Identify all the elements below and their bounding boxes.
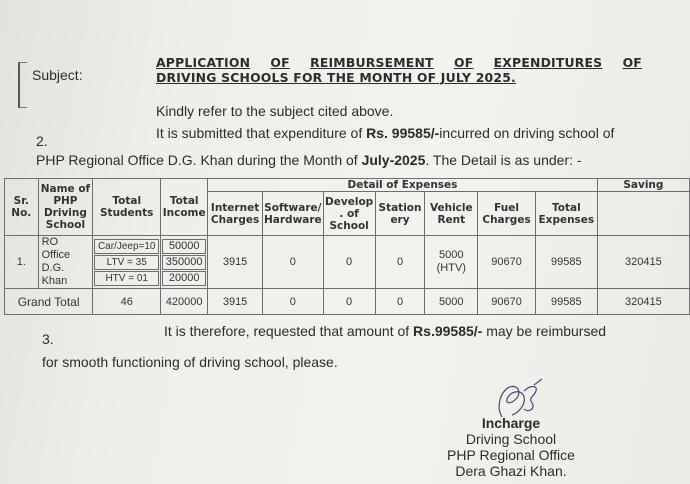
header-total-students: Total Students	[93, 179, 161, 236]
subject-title	[156, 55, 642, 85]
signatory-line: PHP Regional Office	[447, 447, 575, 463]
header-total-expenses: Total Expenses	[535, 192, 597, 236]
table-row	[5, 236, 690, 289]
grand-total-internet: 3915	[208, 289, 263, 315]
school-line: Office	[41, 249, 71, 261]
subject-word: REIMBURSEMENT	[310, 55, 434, 70]
para-2-month: July-2025	[361, 152, 426, 168]
cell-vehicle	[425, 236, 478, 289]
header-total-income: Total Income	[161, 179, 208, 236]
header-school-name: Name of PHP Driving School	[38, 179, 93, 236]
para-2-text: . The Detail is as under: -	[425, 152, 582, 168]
grand-total-label: Grand Total	[5, 289, 93, 315]
income-line: 50000	[162, 239, 206, 254]
header-vehicle-rent: Vehicle Rent	[425, 192, 478, 236]
subject-word: OF	[622, 55, 642, 70]
header-detail-of-expenses: Detail of Expenses	[208, 179, 598, 192]
students-line: LTV = 35	[94, 255, 159, 270]
vehicle-line: (HTV)	[436, 262, 466, 274]
income-line: 20000	[162, 271, 206, 286]
para-3-text: It is therefore, requested that amount of	[164, 323, 414, 339]
subject-line-1	[156, 55, 642, 70]
grand-total-row	[5, 289, 690, 315]
cell-students	[93, 236, 161, 289]
subject-word: EXPENDITURES	[493, 55, 603, 70]
school-line: D.G.	[41, 262, 65, 274]
expenses-table	[4, 178, 690, 315]
para-3-number: 3.	[42, 331, 54, 347]
cell-income	[161, 236, 208, 289]
para-2-amount: Rs. 99585/-	[366, 125, 440, 141]
para-2-line-2	[36, 152, 582, 168]
header-software-hardware: Software/ Hardware	[263, 192, 324, 236]
signature-block	[436, 415, 586, 479]
subject-line-2: DRIVING SCHOOLS FOR THE MONTH OF JULY 2025.	[156, 70, 516, 85]
header-internet-charges: Internet Charges	[208, 192, 263, 236]
para-2-number: 2.	[36, 133, 48, 149]
signatory-title: Incharge	[481, 415, 541, 431]
grand-total-saving: 320415	[597, 289, 689, 315]
grand-total-stationery: 0	[375, 289, 425, 315]
income-line: 350000	[162, 255, 206, 270]
header-stationery: Station ery	[375, 192, 425, 236]
students-line: Car/Jeep=10	[94, 239, 159, 254]
cell-develop: 0	[323, 236, 375, 289]
header-saving-spacer	[597, 192, 689, 236]
subject-word: APPLICATION	[156, 55, 251, 70]
subject-word: OF	[453, 55, 474, 70]
header-saving: Saving	[597, 179, 689, 192]
cell-saving: 320415	[597, 236, 689, 289]
para-2-text: PHP Regional Office D.G. Khan during the Month of	[36, 152, 362, 168]
cell-sr: 1.	[5, 236, 39, 289]
grand-total-software: 0	[263, 289, 324, 315]
signatory-line: Dera Ghazi Khan.	[455, 463, 567, 479]
para-3-amount: Rs.99585/-	[413, 323, 483, 339]
intro-line: Kindly refer to the subject cited above.	[156, 103, 394, 119]
students-line: HTV = 01	[94, 271, 159, 286]
para-2-text: incurred on driving school of	[439, 125, 615, 141]
para-3-line-2: for smooth functioning of driving school, please.	[42, 354, 338, 370]
grand-total-vehicle: 5000	[425, 289, 478, 315]
grand-total-income: 420000	[161, 289, 208, 315]
grand-total-develop: 0	[323, 289, 375, 315]
header-development: Develop . of School	[323, 192, 375, 236]
cell-stationery: 0	[375, 236, 425, 289]
cell-school	[38, 236, 93, 289]
school-line: RO	[41, 236, 59, 248]
cell-fuel: 90670	[478, 236, 536, 289]
header-fuel-charges: Fuel Charges	[478, 192, 536, 236]
school-line: Khan	[41, 275, 68, 287]
grand-total-students: 46	[93, 289, 161, 315]
cell-internet: 3915	[208, 236, 263, 289]
subject-label: Subject:	[32, 67, 83, 83]
para-2-text: It is submitted that expenditure of	[156, 125, 367, 141]
para-2-line-1	[156, 125, 614, 141]
signatory-line: Driving School	[465, 431, 557, 447]
grand-total-expenses: 99585	[535, 289, 597, 315]
para-3-text: may be reimbursed	[482, 323, 607, 339]
subject-word: OF	[270, 55, 290, 70]
para-3-line-1	[164, 323, 606, 339]
cell-software: 0	[263, 236, 324, 289]
header-sr-no: Sr. No.	[5, 179, 39, 236]
grand-total-fuel: 90670	[478, 289, 536, 315]
vehicle-line: 5000	[439, 249, 464, 261]
margin-bracket	[18, 62, 27, 108]
cell-total-expenses: 99585	[535, 236, 597, 289]
